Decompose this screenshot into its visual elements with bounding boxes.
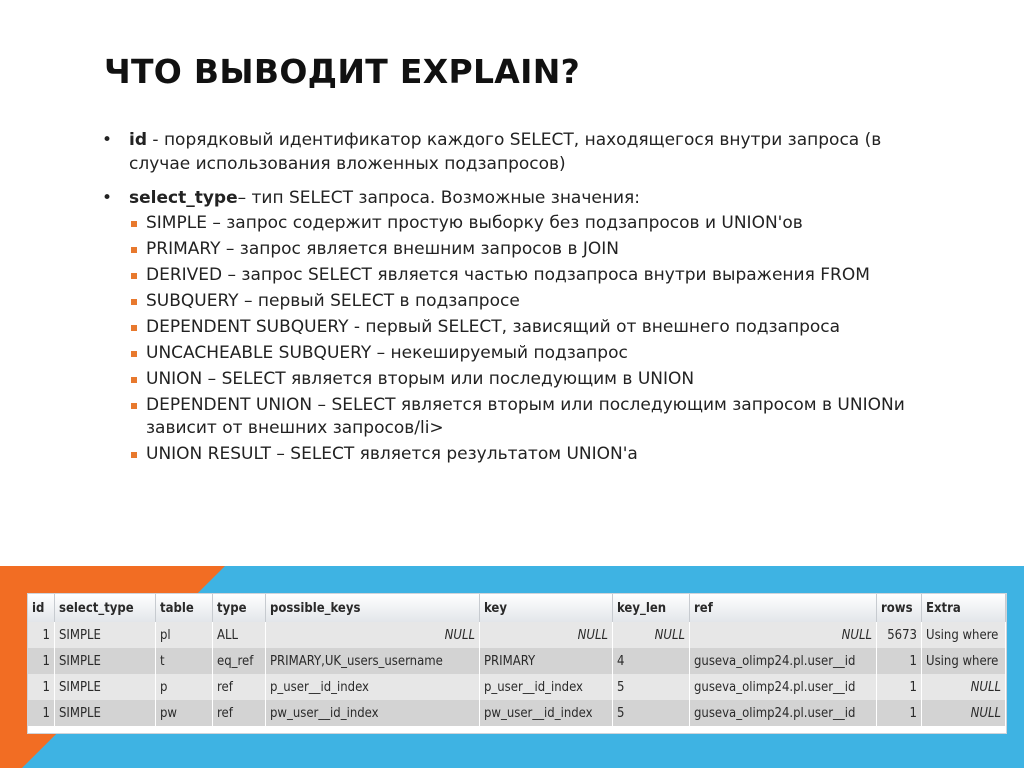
table-row: 1 SIMPLE t eq_ref PRIMARY,UK_users_username PRIMARY 4 guseva_olimp24.pl.user__id 1 Using where — [28, 648, 1006, 674]
square-bullet-icon — [131, 452, 137, 458]
square-bullet-icon — [131, 273, 137, 279]
column-header: Extra — [922, 594, 1006, 622]
column-header: id — [28, 594, 55, 622]
slide-content — [100, 128, 940, 469]
bullet-text: - порядковый идентификатор каждого SELECT, находящегося внутри запроса (в случае использования вложенных подзапросов) — [129, 130, 882, 174]
table-row: 1 SIMPLE pw ref pw_user__id_index pw_user__id_index 5 guseva_olimp24.pl.user__id 1 NULL — [28, 700, 1006, 726]
square-bullet-icon — [131, 403, 137, 409]
bullet-id — [100, 128, 940, 176]
slide-title: ЧТО ВЫВОДИТ EXPLAIN? — [104, 52, 581, 91]
table-row: 1 SIMPLE pl ALL NULL NULL NULL NULL 5673 Using where — [28, 622, 1006, 648]
bullet-dot-icon: • — [102, 130, 113, 150]
column-header: table — [156, 594, 213, 622]
column-header: key — [480, 594, 613, 622]
square-bullet-icon — [131, 351, 137, 357]
list-item: DERIVED – запрос SELECT является частью подзапроса внутри выражения FROM — [129, 264, 940, 287]
bullet-dot-icon: • — [102, 188, 113, 208]
bullet-term: select_type — [129, 188, 238, 208]
table-header-row — [28, 594, 1006, 622]
column-header: select_type — [55, 594, 156, 622]
list-item: SIMPLE – запрос содержит простую выборку без подзапросов и UNION'ов — [129, 212, 940, 235]
column-header: possible_keys — [266, 594, 480, 622]
column-header: type — [213, 594, 266, 622]
square-bullet-icon — [131, 247, 137, 253]
table-row: 1 SIMPLE p ref p_user__id_index p_user__id_index 5 guseva_olimp24.pl.user__id 1 NULL — [28, 674, 1006, 700]
column-header: key_len — [613, 594, 690, 622]
column-header: ref — [690, 594, 877, 622]
list-item: UNION RESULT – SELECT является результатом UNION'а — [129, 443, 940, 466]
list-item: DEPENDENT SUBQUERY - первый SELECT, зависящий от внешнего подзапроса — [129, 316, 940, 339]
square-bullet-icon — [131, 221, 137, 227]
list-item: UNCACHEABLE SUBQUERY – некешируемый подзапрос — [129, 342, 940, 365]
square-bullet-icon — [131, 377, 137, 383]
list-item: PRIMARY – запрос является внешним запросов в JOIN — [129, 238, 940, 261]
bullet-select-type — [100, 186, 940, 466]
explain-result-table — [27, 593, 1007, 734]
bullet-text: – тип SELECT запроса. Возможные значения: — [237, 188, 640, 208]
column-header: rows — [877, 594, 922, 622]
square-bullet-icon — [131, 325, 137, 331]
list-item: UNION – SELECT является вторым или последующим в UNION — [129, 368, 940, 391]
square-bullet-icon — [131, 299, 137, 305]
bullet-term: id — [129, 130, 147, 150]
select-type-values-list — [129, 212, 940, 466]
list-item: SUBQUERY – первый SELECT в подзапросе — [129, 290, 940, 313]
list-item: DEPENDENT UNION – SELECT является вторым или последующим запросом в UNIONи зависит от внешних запросов/li> — [129, 394, 940, 440]
